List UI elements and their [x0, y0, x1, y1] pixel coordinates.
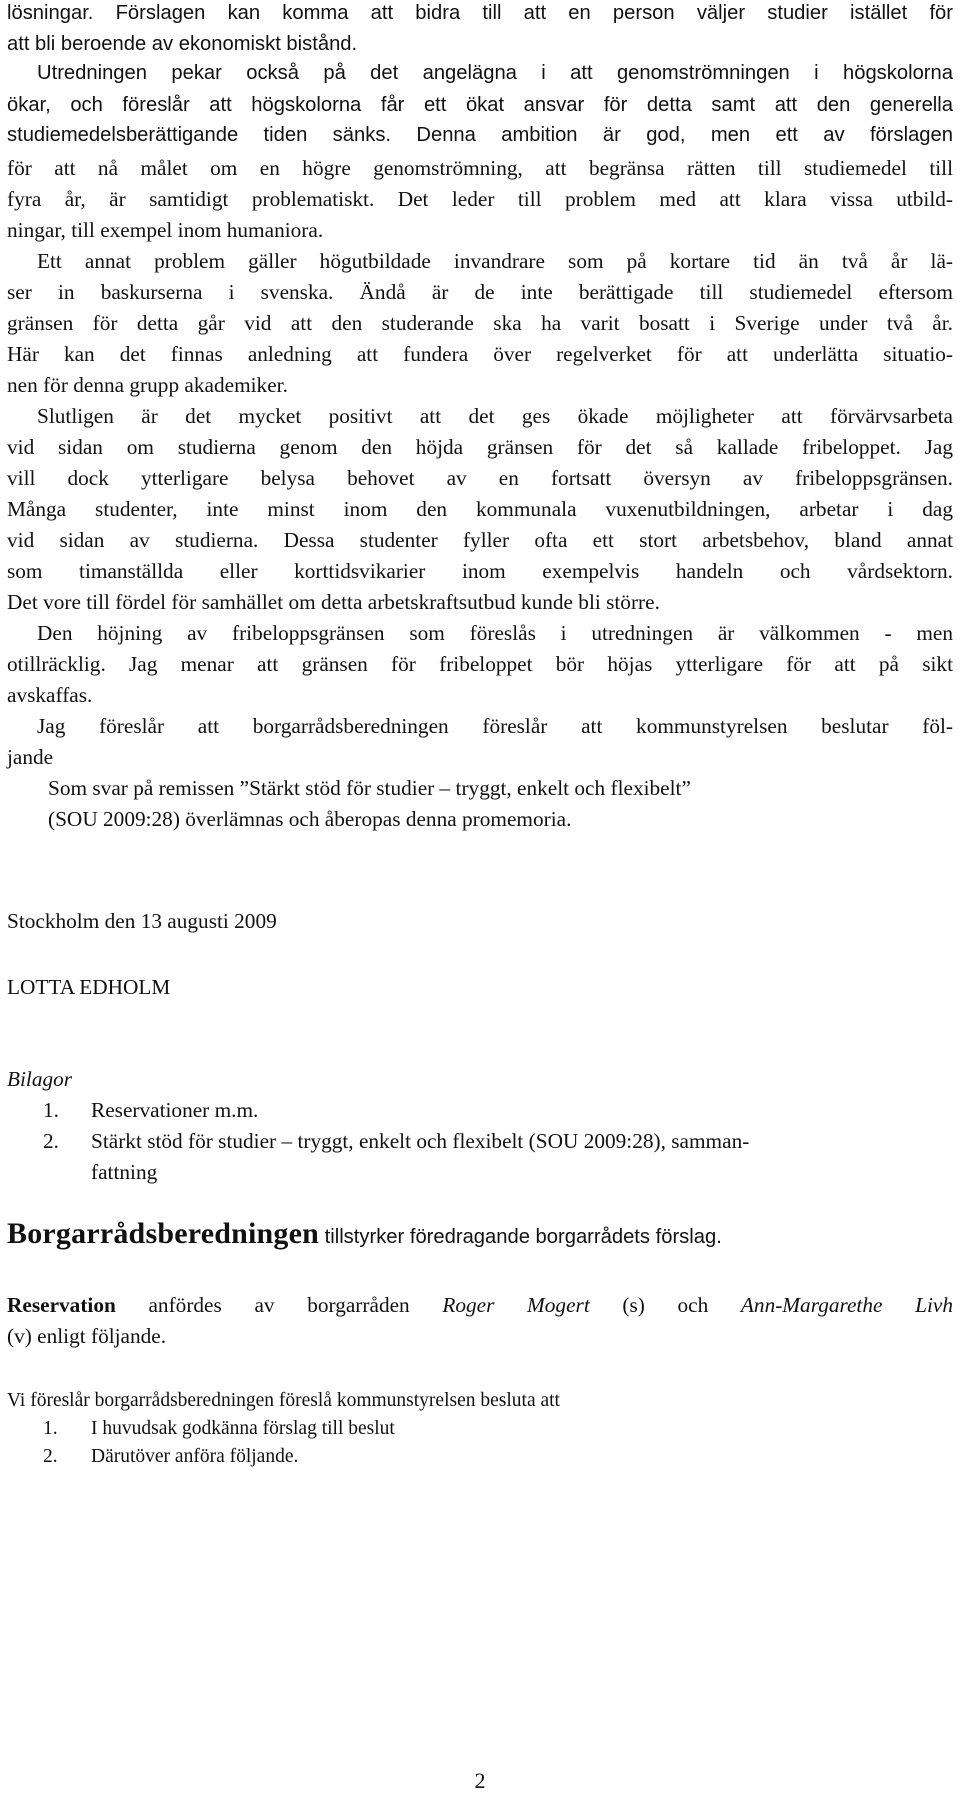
text-line: fyra år, är samtidigt problematiskt. Det leder till problem med att klara vissa utbild- [7, 187, 953, 211]
list-text: Därutöver anföra följande. [91, 1446, 299, 1467]
reservation-name-2: Ann-Margarethe Livh [740, 1293, 953, 1317]
reservation-label: Reservation [7, 1293, 116, 1317]
reservation-name-1: Roger Mogert [442, 1293, 590, 1317]
text-line: Här kan det finnas anledning att fundera över regelverket för att underlätta situatio- [7, 342, 953, 366]
list-number: 2. [43, 1129, 59, 1153]
text-line: jande [7, 745, 54, 769]
decision-text: tillstyrker föredragande borgarrådets förslag. [319, 1226, 722, 1248]
decision-body: Borgarrådsberedningen [7, 1217, 319, 1250]
text-line: nen för denna grupp akademiker. [7, 373, 288, 397]
text-line: Utredningen pekar också på det angelägna i att genomströmningen i högskolorna [37, 62, 953, 84]
list-number: 1. [43, 1418, 58, 1439]
text-line: som timanställda eller korttidsvikarier inom exempelvis handeln och vårdsektorn. [7, 559, 953, 583]
text-line: Jag föreslår att borgarrådsberedningen föreslår att kommunstyrelsen beslutar föl- [37, 714, 953, 738]
list-item [43, 1446, 298, 1468]
list-number: 1. [43, 1098, 59, 1122]
page-number: 2 [474, 1768, 486, 1793]
reservation-text: anfördes av borgarråden [115, 1293, 443, 1317]
decision-line [7, 1217, 722, 1251]
reservation-text: (s) och [589, 1293, 741, 1317]
text-line: vid sidan av studierna. Dessa studenter fyller ofta ett stort arbetsbehov, bland annat [7, 528, 953, 552]
text-line: Många studenter, inte minst inom den kommunala vuxenutbildningen, arbetar i dag [7, 497, 953, 521]
text-line: lösningar. Förslagen kan komma att bidra till att en person väljer studier istället för [7, 2, 953, 24]
reservation-line [7, 1293, 953, 1325]
text-line: vill dock ytterligare belysa behovet av en fortsatt översyn av fribeloppsgränsen. [7, 466, 953, 490]
list-item [43, 1129, 749, 1154]
text-line: Det vore till fördel för samhället om detta arbetskraftsutbud kunde bli större. [7, 590, 660, 614]
text-line: ökar, och föreslår att högskolorna får ett ökat ansvar för detta samt att den generella [7, 94, 953, 116]
list-text-continued: fattning [91, 1160, 158, 1184]
reservation-line-2: (v) enligt följande. [7, 1324, 167, 1348]
text-line: Slutligen är det mycket positivt att det ges ökade möjligheter att förvärvsarbeta [37, 404, 953, 428]
text-line: att bli beroende av ekonomiskt bistånd. [7, 33, 358, 55]
text-line: för att nå målet om en högre genomströmning, att begränsa rätten till studiemedel till [7, 156, 953, 180]
list-text: I huvudsak godkänna förslag till beslut [91, 1418, 395, 1439]
list-item [43, 1418, 395, 1440]
text-line [7, 122, 953, 154]
text-line: Den höjning av fribeloppsgränsen som föreslås i utredningen är välkommen - men [37, 621, 953, 645]
motion-intro: Vi föreslår borgarrådsberedningen föreslå kommunstyrelsen besluta att [7, 1390, 560, 1411]
text-line: ningar, till exempel inom humaniora. [7, 218, 324, 242]
list-text: Stärkt stöd för studier – tryggt, enkelt och flexibelt (SOU 2009:28), samman- [91, 1129, 750, 1153]
text-line: gränsen för detta går vid att den studerande ska ha varit bosatt i Sverige under två år. [7, 311, 953, 335]
signer-name: LOTTA EDHOLM [7, 975, 171, 999]
attachments-heading: Bilagor [7, 1067, 73, 1091]
list-text: Reservationer m.m. [91, 1098, 259, 1122]
text-segment: Denna ambition är god, men ett av förslagen [391, 124, 953, 146]
text-line: avskaffas. [7, 683, 93, 707]
list-item [43, 1098, 258, 1123]
list-number: 2. [43, 1446, 58, 1467]
text-line: ser in baskurserna i svenska. Ändå är de inte berättigade till studiemedel eftersom [7, 280, 953, 304]
text-line: Som svar på remissen ”Stärkt stöd för studier – tryggt, enkelt och flexibelt” [48, 776, 691, 800]
text-segment: studiemedelsberättigande tiden sänks. [7, 124, 392, 146]
text-line: otillräcklig. Jag menar att gränsen för fribeloppet bör höjas ytterligare för att på sikt [7, 652, 953, 676]
text-line: vid sidan om studierna genom den höjda gränsen för det så kallade fribeloppet. Jag [7, 435, 953, 459]
text-line: (SOU 2009:28) överlämnas och åberopas denna promemoria. [48, 807, 572, 831]
place-date-text: Stockholm den 13 augusti 2009 [7, 909, 277, 933]
text-line: Ett annat problem gäller högutbildade invandrare som på kortare tid än två år lä- [37, 249, 953, 273]
